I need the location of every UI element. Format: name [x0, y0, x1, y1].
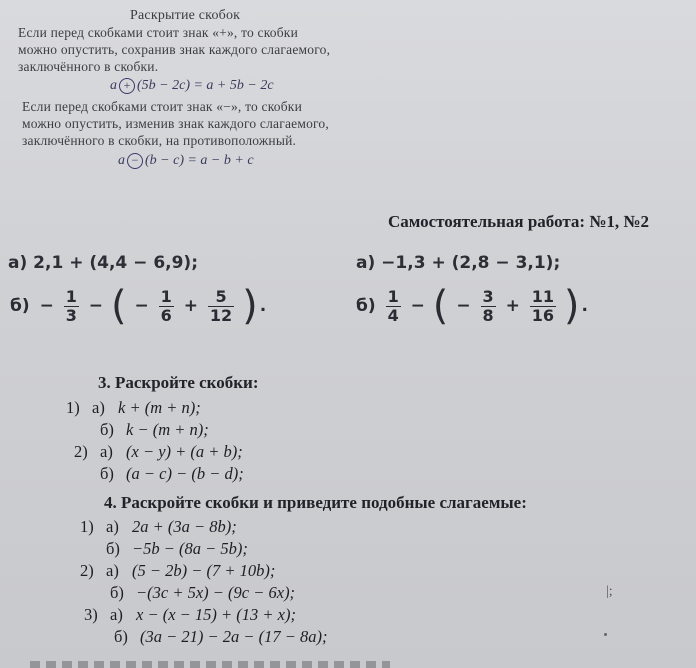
left-b-sign-2: −	[88, 296, 104, 316]
task3-line-4: б) (a − c) − (b − d);	[100, 464, 244, 483]
left-b-fraction-3: $\frac{5}{12}$	[209, 286, 233, 325]
left-task-a: а) 2,1 + (4,4 − 6,9);	[8, 253, 199, 273]
right-b-fraction-2: $\frac{3}{8}$	[482, 286, 494, 325]
right-b-fraction-1: $\frac{1}{4}$	[387, 286, 399, 325]
task4-line-3: 2) а) (5 − 2b) − (7 + 10b);	[80, 561, 276, 580]
left-task-b-label: б)	[10, 296, 30, 316]
minus-rule-line-3: заключённого в скобки, на противоположный.	[22, 133, 297, 148]
right-b-sign-4: +	[505, 296, 520, 316]
plus-example-expr: (5b − 2c) = a + 5b − 2c	[137, 78, 274, 93]
ink-dot	[604, 633, 607, 636]
right-b-fraction-3: $\frac{11}{16}$	[531, 286, 554, 325]
left-paren-open: (	[110, 283, 127, 329]
independent-work-title: Самостоятельная работа: №1, №2	[388, 212, 649, 231]
minus-rule-line-2: можно опустить, изменив знак каждого слагаемого,	[22, 116, 329, 131]
cut-off-text-line	[30, 661, 390, 668]
left-b-fraction-2: $\frac{1}{6}$	[160, 286, 172, 325]
rules-title: Раскрытие скобок	[130, 8, 241, 23]
task4-title: 4. Раскройте скобки и приведите подобные слагаемые:	[104, 493, 527, 512]
left-paren-close: )	[242, 283, 258, 329]
task3-line-2: б) k − (m + n);	[100, 420, 209, 439]
right-task-a: а) −1,3 + (2,8 − 3,1);	[356, 253, 561, 273]
left-b-sign-1: −	[39, 296, 54, 316]
minus-example-expr: (b − c) = a − b + c	[145, 153, 254, 168]
task4-line-1: 1) а) 2a + (3a − 8b);	[80, 517, 237, 536]
left-b-fraction-1: $\frac{1}{3}$	[65, 286, 77, 325]
right-paren-open: (	[432, 283, 449, 329]
task4-line-2: б) −5b − (8a − 5b);	[106, 539, 248, 558]
task4-line-5: 3) а) x − (x − 15) + (13 + x);	[84, 605, 296, 624]
right-task-b-label: б)	[356, 296, 376, 316]
plus-rule-line-3: заключённого в скобки.	[18, 59, 159, 74]
left-task-b: б) − $\frac{1}{3}$ − ( − $\frac{1}{6}$ + $\frac{5}{12}$ ) .	[10, 283, 267, 329]
task3-line-3: 2) а) (x − y) + (a + b);	[74, 442, 243, 461]
task4-line-4: б) −(3c + 5x) − (9c − 6x);	[110, 583, 296, 602]
plus-example	[110, 78, 274, 94]
right-b-sign-2: −	[410, 296, 425, 316]
task3-line-1: 1) а) k + (m + n);	[66, 398, 201, 417]
task3-title: 3. Раскройте скобки:	[98, 373, 259, 392]
right-task-b: б) $\frac{1}{4}$ − ( − $\frac{3}{8}$ + $\frac{11}{16}$ ) .	[356, 283, 588, 329]
right-paren-close: )	[563, 283, 580, 329]
circled-plus-icon: +	[119, 78, 135, 94]
margin-mark: |;	[606, 584, 613, 599]
minus-rule-line-1: Если перед скобками стоит знак «−», то скобки	[22, 99, 302, 114]
minus-example-left: a	[118, 153, 125, 168]
left-b-sign-4: +	[183, 296, 198, 316]
plus-rule-line-2: можно опустить, сохранив знак каждого слагаемого,	[18, 42, 331, 57]
plus-example-left: a	[110, 78, 117, 93]
circled-minus-icon: −	[127, 153, 143, 169]
task4-line-6: б) (3a − 21) − 2a − (17 − 8a);	[114, 627, 328, 646]
plus-rule-line-1: Если перед скобками стоит знак «+», то скобки	[18, 25, 298, 40]
left-b-sign-3: −	[134, 296, 149, 316]
minus-example	[118, 153, 254, 169]
right-b-sign-3: −	[456, 296, 471, 316]
